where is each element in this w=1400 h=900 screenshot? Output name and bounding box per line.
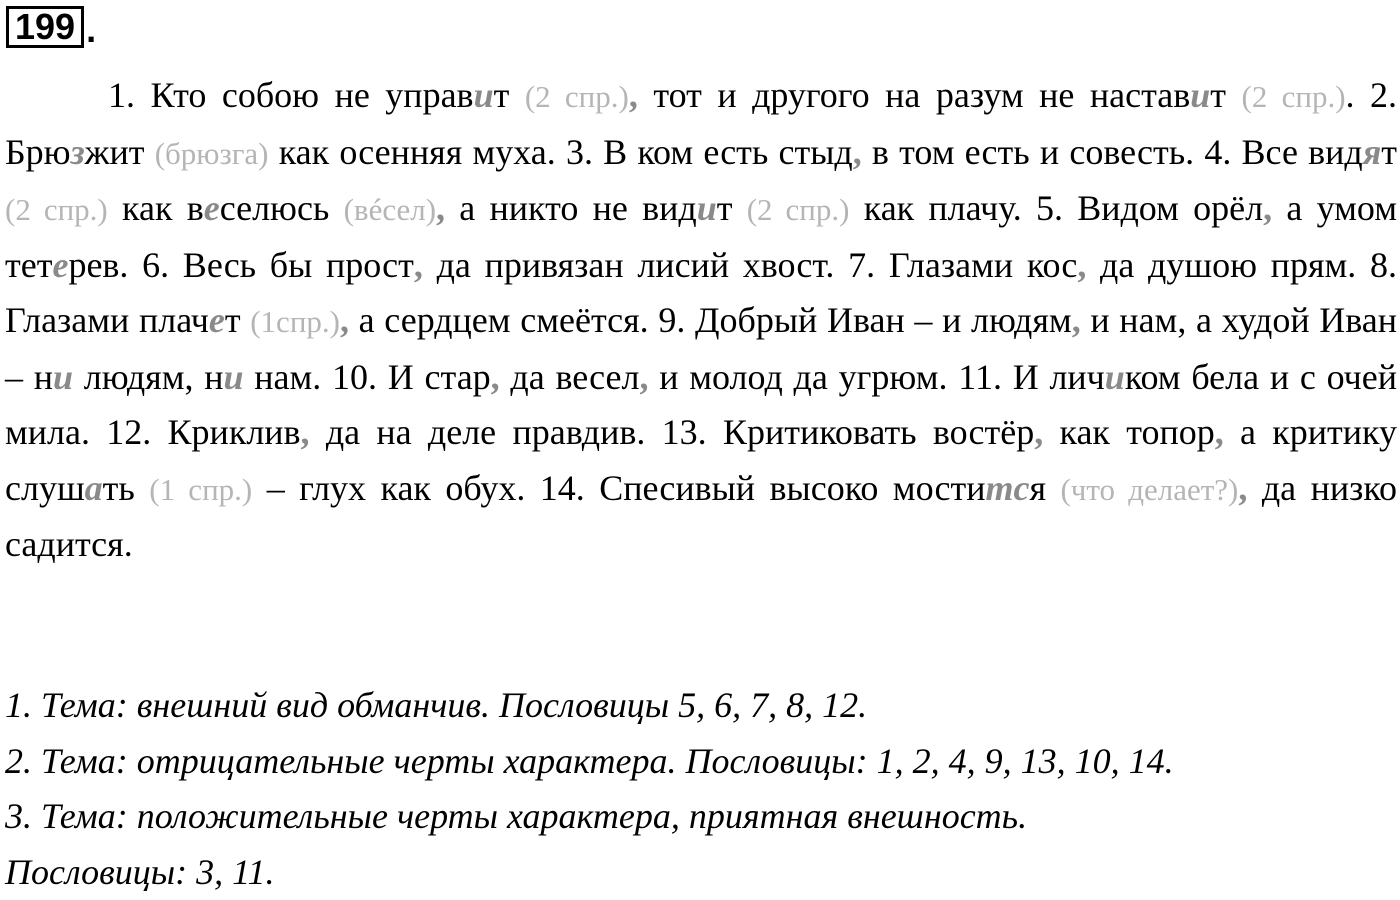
highlighted-comma: , [414,245,423,285]
highlighted-letter: тс [985,468,1029,508]
highlighted-letter: а [85,468,103,508]
grammar-note: (2 спр.) [747,192,850,227]
text-run: ком бела и с очей мила. 12. Криклив [5,357,1397,453]
text-run: т [494,75,525,115]
text-run: т [1381,132,1397,172]
highlighted-comma: , [1077,245,1086,285]
text-run: я [1029,468,1060,508]
themes-list [5,678,1397,900]
grammar-note: (что делает?) [1060,472,1238,507]
theme-line-2: 2. Тема: отрицательные черты характера. Пословицы: 1, 2, 4, 9, 13, 10, 14. [5,734,1397,790]
text-run: как топор [1043,412,1215,452]
highlighted-letter: и [474,75,494,115]
highlighted-letter: и [697,188,717,228]
text-run: а сердцем смеётся. 9. Добрый Иван – и людям [349,300,1072,340]
text-run: людям, н [73,357,223,397]
highlighted-comma: , [340,300,349,340]
highlighted-letter: е [52,245,68,285]
grammar-note: (2 спр.) [5,192,108,227]
text-run: да на деле правдив. 13. Критиковать востёр [310,412,1035,452]
text-run: т [1210,75,1241,115]
text-run: нам. 10. И стар [244,357,491,397]
highlighted-letter: и [53,357,73,397]
text-run: в том есть и совесть. 4. Все вид [862,132,1363,172]
highlighted-letter: з [71,132,85,172]
highlighted-letter: и [1105,357,1125,397]
text-run: да низко садится. [5,468,1397,565]
text-run: как плачу. 5. Видом орёл [849,188,1263,228]
highlighted-comma: , [1215,412,1224,452]
grammar-note: (1спр.) [250,304,340,339]
text-run: 1. Кто собою не управ [108,75,474,115]
text-run: т [717,188,747,228]
theme-line-4: Пословицы: 3, 11. [5,845,1397,900]
highlighted-letter: и [224,357,244,397]
text-run: а никто не вид [445,188,697,228]
text-run: тот и другого на разум не настав [638,75,1190,115]
highlighted-comma: , [436,188,445,228]
grammar-note: (2 спр.) [1242,79,1346,114]
text-run: и нам, а худой Иван – н [5,300,1397,397]
theme-line-3: 3. Тема: положительные черты характера, приятная внешность. [5,789,1397,845]
highlighted-letter: е [204,188,220,228]
text-run: да весел [500,357,640,397]
highlighted-letter: я [1363,132,1382,172]
text-run: рев. 6. Весь бы прост [68,245,413,285]
text-run: т [225,300,250,340]
highlighted-comma: , [491,357,500,397]
grammar-note: (брюзга) [155,136,269,171]
highlighted-letter: и [1190,75,1210,115]
highlighted-comma: , [629,75,638,115]
highlighted-comma: , [639,357,648,397]
text-run: и молод да угрюм. 11. И лич [648,357,1104,397]
highlighted-comma: , [1263,188,1272,228]
highlighted-comma: , [1238,468,1247,508]
text-run: – глух как обух. 14. Спесивый высоко мости [252,468,985,508]
exercise-number-dot: . [86,12,96,48]
text-run: а умом тет [5,188,1397,285]
text-run: как в [108,188,204,228]
highlighted-letter: е [209,300,225,340]
exercise-number: 199 [6,6,84,48]
text-run: как осенняя муха. 3. В ком есть стыд [269,132,853,172]
proverbs-text [5,68,1397,573]
text-run: а критику слуш [5,412,1397,508]
text-run: да душою прям. 8. Глазами плач [5,245,1397,341]
text-run: . 2. Брю [5,75,1397,172]
text-run: ть [103,468,150,508]
text-run: да привязан лисий хвост. 7. Глазами кос [423,245,1077,285]
highlighted-comma: , [301,412,310,452]
grammar-note: (1 спр.) [149,472,252,507]
text-run: жит [85,132,155,172]
highlighted-comma: , [1034,412,1043,452]
exercise-number-box [6,6,96,48]
text-run: селюсь [220,188,344,228]
highlighted-comma: , [853,132,862,172]
grammar-note: (2 спр.) [525,79,629,114]
highlighted-comma: , [1072,300,1081,340]
grammar-note: (вéсел) [344,192,436,227]
theme-line-1: 1. Тема: внешний вид обманчив. Пословицы 5, 6, 7, 8, 12. [5,678,1397,734]
